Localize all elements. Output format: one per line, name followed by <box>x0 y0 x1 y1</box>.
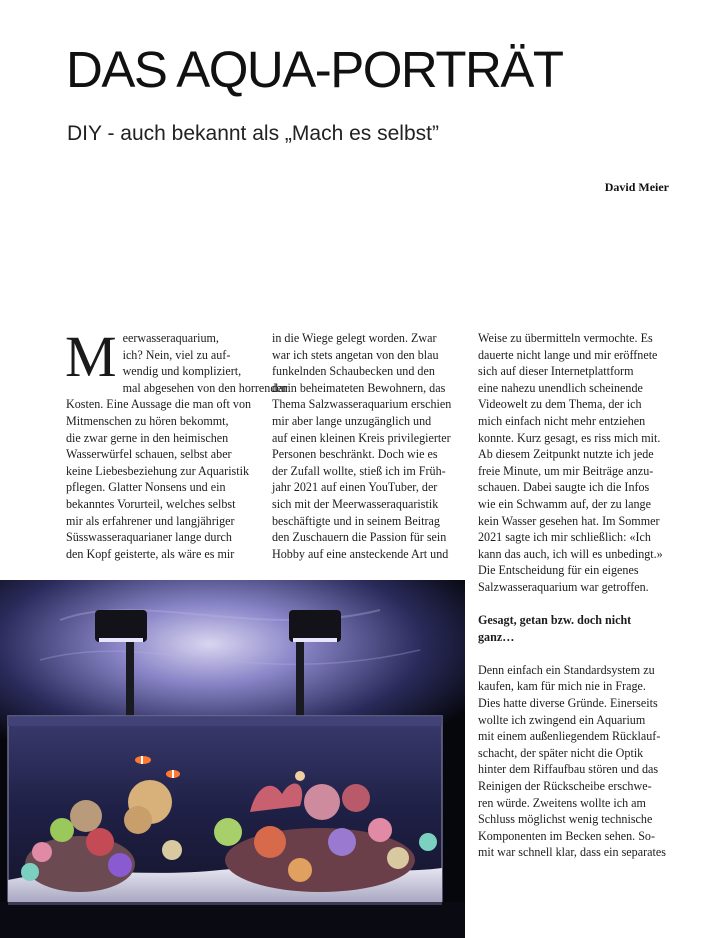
text-line: funkelnden Schaubecken und den <box>272 364 435 379</box>
text-line: Denn einfach ein Standardsystem zu <box>478 662 655 677</box>
text-line: darin beheimateten Bewohnern, das <box>272 380 446 395</box>
text-line: war ich stets angetan von den blau <box>272 347 439 362</box>
text-line: Schluss möglichst wenig technische <box>478 812 653 827</box>
text-line: auf einen kleinen Kreis privilegierter <box>272 430 451 445</box>
text-line: dauerte nicht lange und mir eröffnete <box>478 347 658 362</box>
text-line: Weise zu übermitteln vermochte. Es <box>478 331 653 345</box>
text-line: kein Wasser gesehen hat. Im Sommer <box>478 513 660 528</box>
text-line: mit war schnell klar, dass ein separates <box>478 845 666 860</box>
text-line: pflegen. Glatter Nonsens und ein <box>66 480 226 495</box>
text-column-2 <box>272 330 458 562</box>
text-line: Hobby auf eine ansteckende Art und <box>272 546 449 561</box>
text-column-1 <box>65 324 288 562</box>
text-line: 2021 sagte ich mir schließlich: «Ich <box>478 530 651 545</box>
text-line: freie Minute, um mir Beiträge anzu- <box>478 463 654 478</box>
text-line: Süsswasseraquarianer lange durch <box>66 530 232 545</box>
text-line: Salzwasseraquarium war getroffen. <box>478 579 649 594</box>
text-column-3 <box>478 330 678 861</box>
text-line: ganz… <box>478 629 515 644</box>
column-3-paragraph-2 <box>478 662 678 861</box>
text-line: sich mit der Meerwasseraquaristik <box>272 496 439 511</box>
text-line: mich einfach nicht mehr entziehen <box>478 413 646 428</box>
author-name: David Meier <box>604 180 669 194</box>
text-line: keine Liebesbeziehung zur Aquaristik <box>66 463 250 478</box>
text-line: in die Wiege gelegt worden. Zwar <box>272 331 437 345</box>
drop-cap: M <box>65 324 117 389</box>
text-line: mit einem außenliegendem Rücklauf- <box>478 729 661 744</box>
text-line: wollte ich zwingend ein Aquarium <box>478 712 646 727</box>
column-3-paragraph-1 <box>478 330 678 596</box>
text-line: Mitmenschen zu hören bekommt, <box>66 413 229 428</box>
text-line: jahr 2021 auf einen YouTuber, der <box>272 480 438 495</box>
text-line: eine nahezu unendlich scheinende <box>478 380 643 395</box>
text-line: beschäftigte und in seinem Beitrag <box>272 513 440 528</box>
aquarium-cabinet <box>0 902 465 938</box>
text-line: Kosten. Eine Aussage die man oft von <box>66 397 252 412</box>
text-line: Ab diesem Zeitpunkt nutzte ich jede <box>478 447 654 462</box>
text-line: schauen. Dabei saugte ich die Infos <box>478 480 650 495</box>
text-line: mir aber lange unzugänglich und <box>272 413 432 428</box>
text-line: Personen beschränkt. Doch wie es <box>272 447 438 462</box>
section-subheading <box>478 612 678 645</box>
text-line: Wasserwürfel schauen, selbst aber <box>66 447 232 462</box>
text-line: mal abgesehen von den horrenden <box>122 380 288 395</box>
text-line: schacht, der später nicht die Optik <box>478 745 644 760</box>
text-line: eerwasseraquarium, <box>122 331 219 345</box>
text-line: Komponenten im Becken sehen. So- <box>478 828 656 843</box>
text-line: Dies hatte diverse Gründe. Einerseits <box>478 696 658 711</box>
text-line: der Zufall wollte, stieß ich im Früh- <box>272 463 446 478</box>
subtitle: DIY - auch bekannt als „Mach es selbst” <box>67 122 439 145</box>
paragraph-spacer <box>478 645 678 662</box>
aquarium-photo <box>0 580 465 938</box>
text-line: kann das auch, ich will es unbedingt.» <box>478 546 663 561</box>
column-2-paragraph <box>272 330 458 562</box>
text-line: kaufen, kam für mich nie in Frage. <box>478 679 646 694</box>
headline: DAS AQUA-PORTRÄT <box>66 41 563 98</box>
text-line: ich? Nein, viel zu auf- <box>122 347 231 362</box>
text-line: Thema Salzwasseraquarium erschien <box>272 397 452 412</box>
text-line: den Kopf geisterte, als wäre es mir <box>66 546 235 561</box>
text-line: den Zuschauern die Passion für sein <box>272 530 447 545</box>
aquarium-illustration <box>0 580 465 938</box>
text-line: die zwar gerne in den heimischen <box>66 430 229 445</box>
text-line: bekanntes Vorurteil, welches selbst <box>66 496 236 511</box>
text-line: Reinigen der Rückscheibe erschwe- <box>478 779 652 794</box>
text-line: mir als erfahrener und langjähriger <box>66 513 235 528</box>
text-line: Die Entscheidung für ein eigenes <box>478 563 639 578</box>
aquarium-tank <box>8 716 442 902</box>
text-line: Gesagt, getan bzw. doch nicht <box>478 613 632 628</box>
text-line: sich auf dieser Internetplattform <box>478 364 634 379</box>
text-line: hinter dem Riffaufbau stören und das <box>478 762 659 777</box>
text-line: konnte. Kurz gesagt, es riss mich mit. <box>478 430 661 445</box>
text-line: ren würde. Zweitens wollte ich am <box>478 795 646 810</box>
text-line: Videowelt zu dem Thema, der ich <box>478 397 642 412</box>
text-line: wendig und kompliziert, <box>122 364 242 379</box>
text-line: wie ein Schwamm auf, der zu lange <box>478 496 651 511</box>
